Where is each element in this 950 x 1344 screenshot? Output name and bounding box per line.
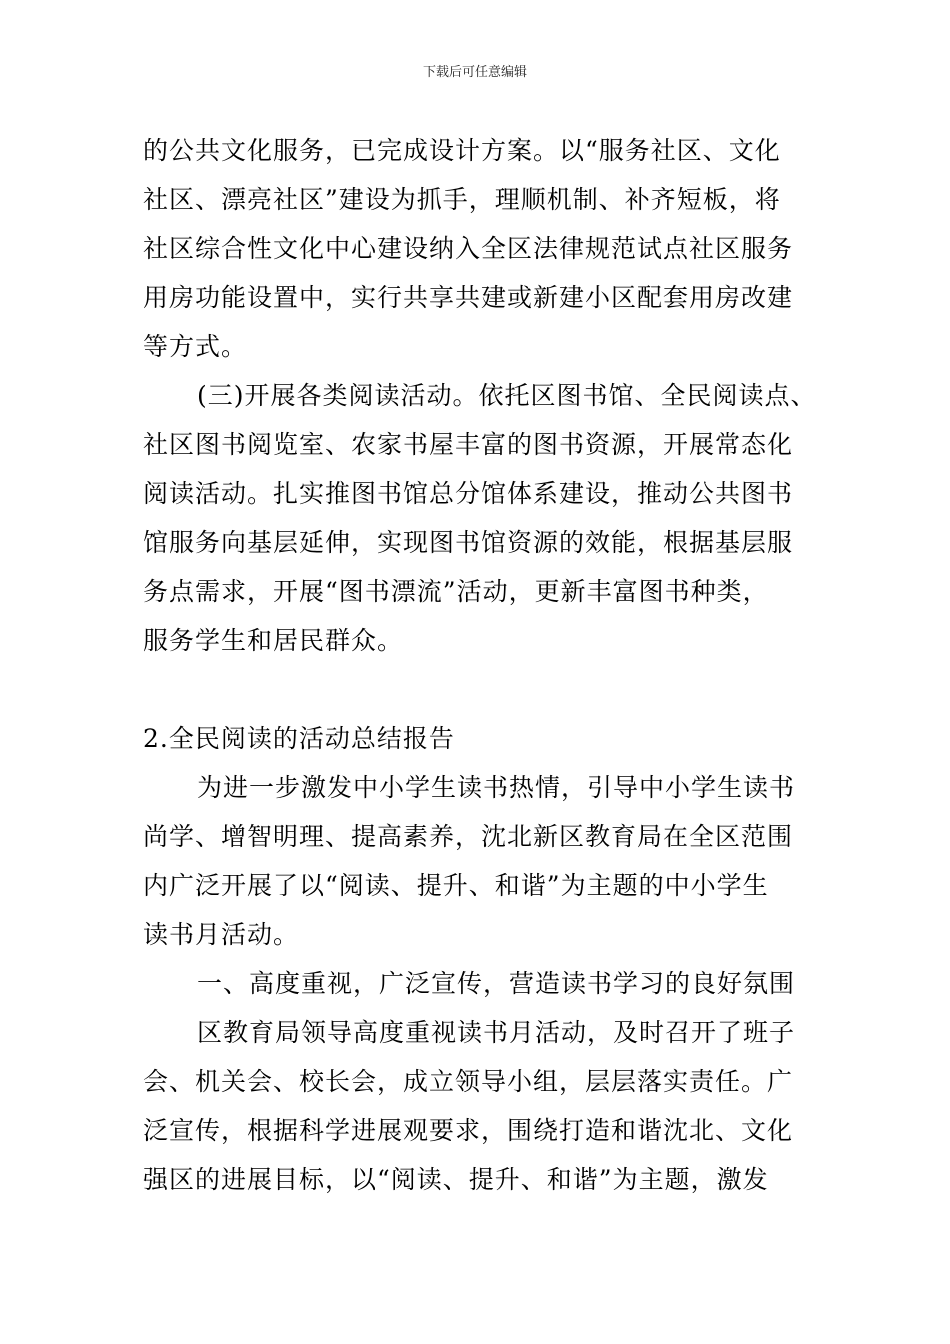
- text-line: 强区的进展目标，以“阅读、提升、和谐”为主题，激发: [143, 1165, 769, 1194]
- subsection-heading: 一、高度重视，广泛宣传，营造读书学习的良好氛围: [197, 969, 796, 998]
- document-body: [143, 126, 823, 1204]
- text-line: 读书月活动。: [143, 920, 300, 949]
- text-line: 尚学、增智明理、提高素养，沈北新区教育局在全区范围: [143, 822, 794, 851]
- text-line: 社区图书阅览室、农家书屋丰富的图书资源，开展常态化: [143, 430, 794, 459]
- text-line: 等方式。: [143, 332, 248, 361]
- text-line: 社区综合性文化中心建设纳入全区法律规范试点社区服务: [143, 234, 794, 263]
- text-line: 的公共文化服务，已完成设计方案。以“服务社区、文化: [143, 136, 781, 165]
- text-line: 区教育局领导高度重视读书月活动，及时召开了班子: [197, 1018, 796, 1047]
- text-line: 为进一步激发中小学生读书热情，引导中小学生读书: [197, 773, 796, 802]
- page-header-note: 下载后可任意编辑: [422, 65, 527, 80]
- paragraph-leadership: [143, 1008, 823, 1204]
- paragraph-cultural-service: [143, 126, 823, 371]
- text-line: 会、机关会、校长会，成立领导小组，层层落实责任。广: [143, 1067, 794, 1096]
- text-line: 阅读活动。扎实推图书馆总分馆体系建设，推动公共图书: [143, 479, 794, 508]
- paragraph-spacer: [143, 665, 823, 714]
- text-line: 馆服务向基层延伸，实现图书馆资源的效能，根据基层服: [143, 528, 794, 557]
- section-heading: 2.全民阅读的活动总结报告: [143, 724, 455, 753]
- text-line: 泛宣传，根据科学进展观要求，围绕打造和谐沈北、文化: [143, 1116, 794, 1145]
- paragraph-intro: [143, 763, 823, 959]
- text-line: 内广泛开展了以“阅读、提升、和谐”为主题的中小学生: [143, 871, 769, 900]
- text-line: 用房功能设置中，实行共享共建或新建小区配套用房改建: [143, 283, 794, 312]
- text-line: 务点需求，开展“图书漂流”活动，更新丰富图书种类，: [143, 577, 769, 606]
- text-line: 服务学生和居民群众。: [143, 626, 404, 655]
- text-line: 社区、漂亮社区”建设为抓手，理顺机制、补齐短板，将: [143, 185, 781, 214]
- text-line: (三)开展各类阅读活动。依托区图书馆、全民阅读点、: [197, 381, 817, 410]
- paragraph-reading-activities: [143, 371, 823, 665]
